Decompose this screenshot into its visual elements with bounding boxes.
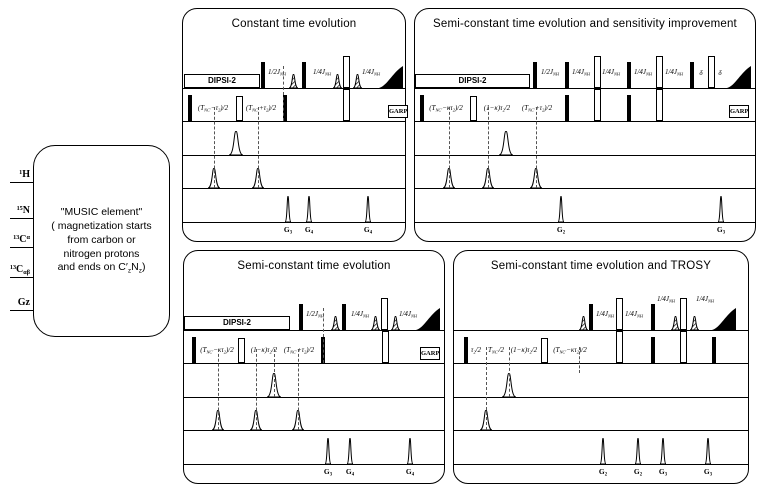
gradient-pulse <box>347 438 353 464</box>
hatched-shaped-pulse <box>690 316 699 330</box>
garp-decoupling-box: GARP <box>420 347 440 360</box>
channel-stub-line <box>10 218 33 219</box>
hatched-shaped-pulse <box>671 316 680 330</box>
dipsi2-decoupling-box: DIPSI-2 <box>184 74 260 88</box>
channel-line <box>184 330 444 331</box>
channel-label: $^{13}C_{\alpha\beta}$ <box>9 264 30 277</box>
acquisition-arrow-icon <box>727 66 751 88</box>
alignment-dashed-line <box>509 347 510 397</box>
channel-label: $^1$H <box>19 169 30 180</box>
panel-constant-time <box>182 8 406 242</box>
channel-line <box>184 363 444 364</box>
gradient-label: $G_3$ <box>323 467 333 478</box>
panel-semi-constant <box>183 250 445 484</box>
channel-label: Gz <box>17 297 30 308</box>
panel-title: Semi-constant time evolution and sensitivity improvement <box>433 18 737 30</box>
hard-pulse-90 <box>651 337 655 363</box>
gradient-pulse <box>600 438 606 464</box>
hard-pulse-180 <box>381 298 388 330</box>
shaped-pulse <box>499 131 513 155</box>
hatched-shaped-pulse <box>289 74 298 88</box>
delay-label: $1/4J_{NH}$ <box>624 310 644 319</box>
hard-pulse-90 <box>690 62 694 88</box>
music-box-title: "MUSIC element" <box>60 206 143 218</box>
hard-pulse-180 <box>343 89 350 121</box>
gradient-pulse <box>365 196 371 222</box>
delay-label: $(T_{NC'}-\kappa\tau_2)/2$ <box>200 346 234 355</box>
hard-pulse-90 <box>565 62 569 88</box>
alignment-dashed-line <box>536 107 537 188</box>
alignment-dashed-line <box>274 349 275 397</box>
hard-pulse-90 <box>627 62 631 88</box>
gradient-pulse <box>285 196 291 222</box>
channel-line <box>184 430 444 431</box>
open-pulse <box>470 96 477 121</box>
gradient-label: $G_3$ <box>283 225 293 236</box>
delay-label: $(1-\kappa)\tau_2/2$ <box>250 346 278 355</box>
channel-line <box>183 88 405 89</box>
channel-line <box>415 121 755 122</box>
delay-label: $1/4J_{NH}$ <box>595 310 615 319</box>
channel-label: $^{15}$N <box>16 205 30 216</box>
delay-label: $(T_{NC'}+\tau_2)/2$ <box>283 346 315 355</box>
panel-semi-constant-trosy <box>453 250 749 484</box>
hard-pulse-180 <box>708 56 715 88</box>
delay-label: $(T_{NC'}+\tau_2)/2$ <box>245 104 277 113</box>
shaped-pulse <box>229 131 243 155</box>
hatched-shaped-pulse <box>579 316 588 330</box>
hatched-shaped-pulse <box>371 316 380 330</box>
delay-label: δ <box>699 69 703 77</box>
gradient-pulse <box>705 438 711 464</box>
hard-pulse-90 <box>192 337 196 363</box>
channel-stub-line <box>10 277 33 278</box>
hard-pulse-180 <box>616 331 623 363</box>
gradient-pulse <box>635 438 641 464</box>
delay-label: $1/4J_{NH}$ <box>656 295 676 304</box>
gradient-label: $G_4$ <box>363 225 373 236</box>
channel-line <box>415 222 755 223</box>
hard-pulse-180 <box>656 56 663 88</box>
music-box-line: ( magnetization starts <box>51 219 152 232</box>
hard-pulse-180 <box>382 331 389 363</box>
gradient-label: $G_4$ <box>304 225 314 236</box>
hard-pulse-90 <box>627 95 631 121</box>
delay-label: $\tau_2/2$ <box>470 346 482 355</box>
panel-title: Semi-constant time evolution and TROSY <box>490 260 712 272</box>
acquisition-arrow-icon <box>416 308 440 330</box>
panel-body <box>183 9 408 241</box>
hard-pulse-90 <box>565 95 569 121</box>
gradient-pulse <box>325 438 331 464</box>
delay-label: $1/4J_{NH}$ <box>361 68 381 77</box>
acquisition-arrow-icon <box>712 308 736 330</box>
channel-line <box>183 121 405 122</box>
channel-line <box>415 155 755 156</box>
open-pulse <box>238 338 245 363</box>
delay-label: $1/4J_{NH}$ <box>571 68 591 77</box>
garp-decoupling-box: GARP <box>729 105 749 118</box>
gradient-pulse <box>306 196 312 222</box>
hard-pulse-90 <box>299 304 303 330</box>
hard-pulse-90 <box>342 304 346 330</box>
hard-pulse-180 <box>594 89 601 121</box>
channel-line <box>183 222 405 223</box>
delay-label: $(T_{NC'}-\tau_2)/2$ <box>197 104 229 113</box>
panel-body <box>184 251 444 483</box>
gradient-label: $G_3$ <box>658 467 668 478</box>
alignment-dashed-line <box>218 349 219 430</box>
delay-label: $1/4J_{NH}$ <box>398 310 418 319</box>
delay-label: $1/4J_{NH}$ <box>633 68 653 77</box>
gradient-label: $G_3$ <box>703 467 713 478</box>
hard-pulse-90 <box>464 337 468 363</box>
panel-title: Semi-constant time evolution <box>237 260 391 272</box>
delay-label: $(1-\kappa)\tau_2/2$ <box>510 346 538 355</box>
gradient-label: $G_3$ <box>716 225 726 236</box>
hard-pulse-180 <box>616 298 623 330</box>
gradient-label: $G_4$ <box>405 467 415 478</box>
gradient-pulse <box>718 196 724 222</box>
hard-pulse-90 <box>533 62 537 88</box>
music-element-box <box>33 145 170 337</box>
delay-label: $1/2J_{NH}$ <box>305 310 325 319</box>
alignment-dashed-line <box>256 349 257 430</box>
dipsi2-decoupling-box: DIPSI-2 <box>415 74 530 88</box>
delay-label: $(1-\kappa)\tau_2/2$ <box>483 104 511 113</box>
hard-pulse-90 <box>420 95 424 121</box>
gradient-pulse <box>407 438 413 464</box>
delay-label: $1/4J_{NH}$ <box>312 68 332 77</box>
channel-line <box>183 155 405 156</box>
gradient-label: $G_2$ <box>633 467 643 478</box>
hard-pulse-90 <box>261 62 265 88</box>
channel-line <box>454 363 748 364</box>
hatched-shaped-pulse <box>353 74 362 88</box>
channel-line <box>415 188 755 189</box>
alignment-dashed-line <box>449 107 450 188</box>
channel-line <box>183 188 405 189</box>
delay-label: $(T_{NC'}-\kappa\tau_2)/2$ <box>429 104 463 113</box>
delay-label: δ <box>718 69 722 77</box>
delay-label: $1/4J_{NH}$ <box>664 68 684 77</box>
hard-pulse-90 <box>712 337 716 363</box>
delay-label: $1/4J_{NH}$ <box>350 310 370 319</box>
channel-stub-line <box>10 182 33 183</box>
channel-line <box>184 397 444 398</box>
open-pulse <box>236 96 243 121</box>
channel-line <box>415 88 755 89</box>
open-pulse <box>541 338 548 363</box>
channel-label: $^{13}C^\alpha$ <box>13 234 30 245</box>
channel-line <box>454 430 748 431</box>
gradient-label: $G_2$ <box>556 225 566 236</box>
delay-label: $(T_{NC'}+\tau_2)/2$ <box>521 104 553 113</box>
channel-stub-line <box>10 247 33 248</box>
music-box-line: and ends on $C'_zN_z$) <box>57 261 146 275</box>
delay-label: $T_{NC'}/2$ <box>487 346 505 355</box>
garp-decoupling-box: GARP <box>388 105 408 118</box>
gradient-label: $G_4$ <box>345 467 355 478</box>
hard-pulse-90 <box>589 304 593 330</box>
delay-label: $1/4J_{NH}$ <box>601 68 621 77</box>
hard-pulse-180 <box>343 56 350 88</box>
gradient-pulse <box>558 196 564 222</box>
alignment-dashed-line <box>298 349 299 430</box>
hard-pulse-180 <box>656 89 663 121</box>
delay-label: $1/2J_{NH}$ <box>540 68 560 77</box>
alignment-dashed-line <box>486 347 487 430</box>
channel-line <box>454 330 748 331</box>
music-box-line: from carbon or <box>67 233 136 246</box>
channel-stub-line <box>10 310 33 311</box>
dipsi2-decoupling-box: DIPSI-2 <box>184 316 290 330</box>
channel-line <box>184 464 444 465</box>
delay-label: $(T_{NC'}-\kappa\tau_2)/2$ <box>553 346 587 355</box>
hard-pulse-180 <box>680 331 687 363</box>
hard-pulse-90 <box>651 304 655 330</box>
alignment-dashed-line <box>488 107 489 188</box>
acquisition-arrow-icon <box>379 66 403 88</box>
alignment-dashed-line <box>214 107 215 188</box>
delay-label: $1/2J_{NH}$ <box>267 68 287 77</box>
panel-semi-constant-sensitivity <box>414 8 756 242</box>
hard-pulse-90 <box>188 95 192 121</box>
panel-title: Constant time evolution <box>231 18 357 30</box>
hatched-shaped-pulse <box>333 74 342 88</box>
delay-label: $1/4J_{NH}$ <box>695 295 715 304</box>
panel-body <box>454 251 748 483</box>
channel-line <box>454 397 748 398</box>
hard-pulse-180 <box>594 56 601 88</box>
alignment-dashed-line <box>258 107 259 188</box>
gradient-label: $G_2$ <box>598 467 608 478</box>
alignment-dashed-line <box>323 308 324 363</box>
music-box-line: nitrogen protons <box>63 247 140 260</box>
gradient-pulse <box>660 438 666 464</box>
panel-body <box>415 9 755 241</box>
hatched-shaped-pulse <box>331 316 340 330</box>
channel-line <box>454 464 748 465</box>
alignment-dashed-line <box>283 66 284 121</box>
alignment-dashed-line <box>579 347 580 373</box>
hard-pulse-180 <box>680 298 687 330</box>
hard-pulse-90 <box>302 62 306 88</box>
